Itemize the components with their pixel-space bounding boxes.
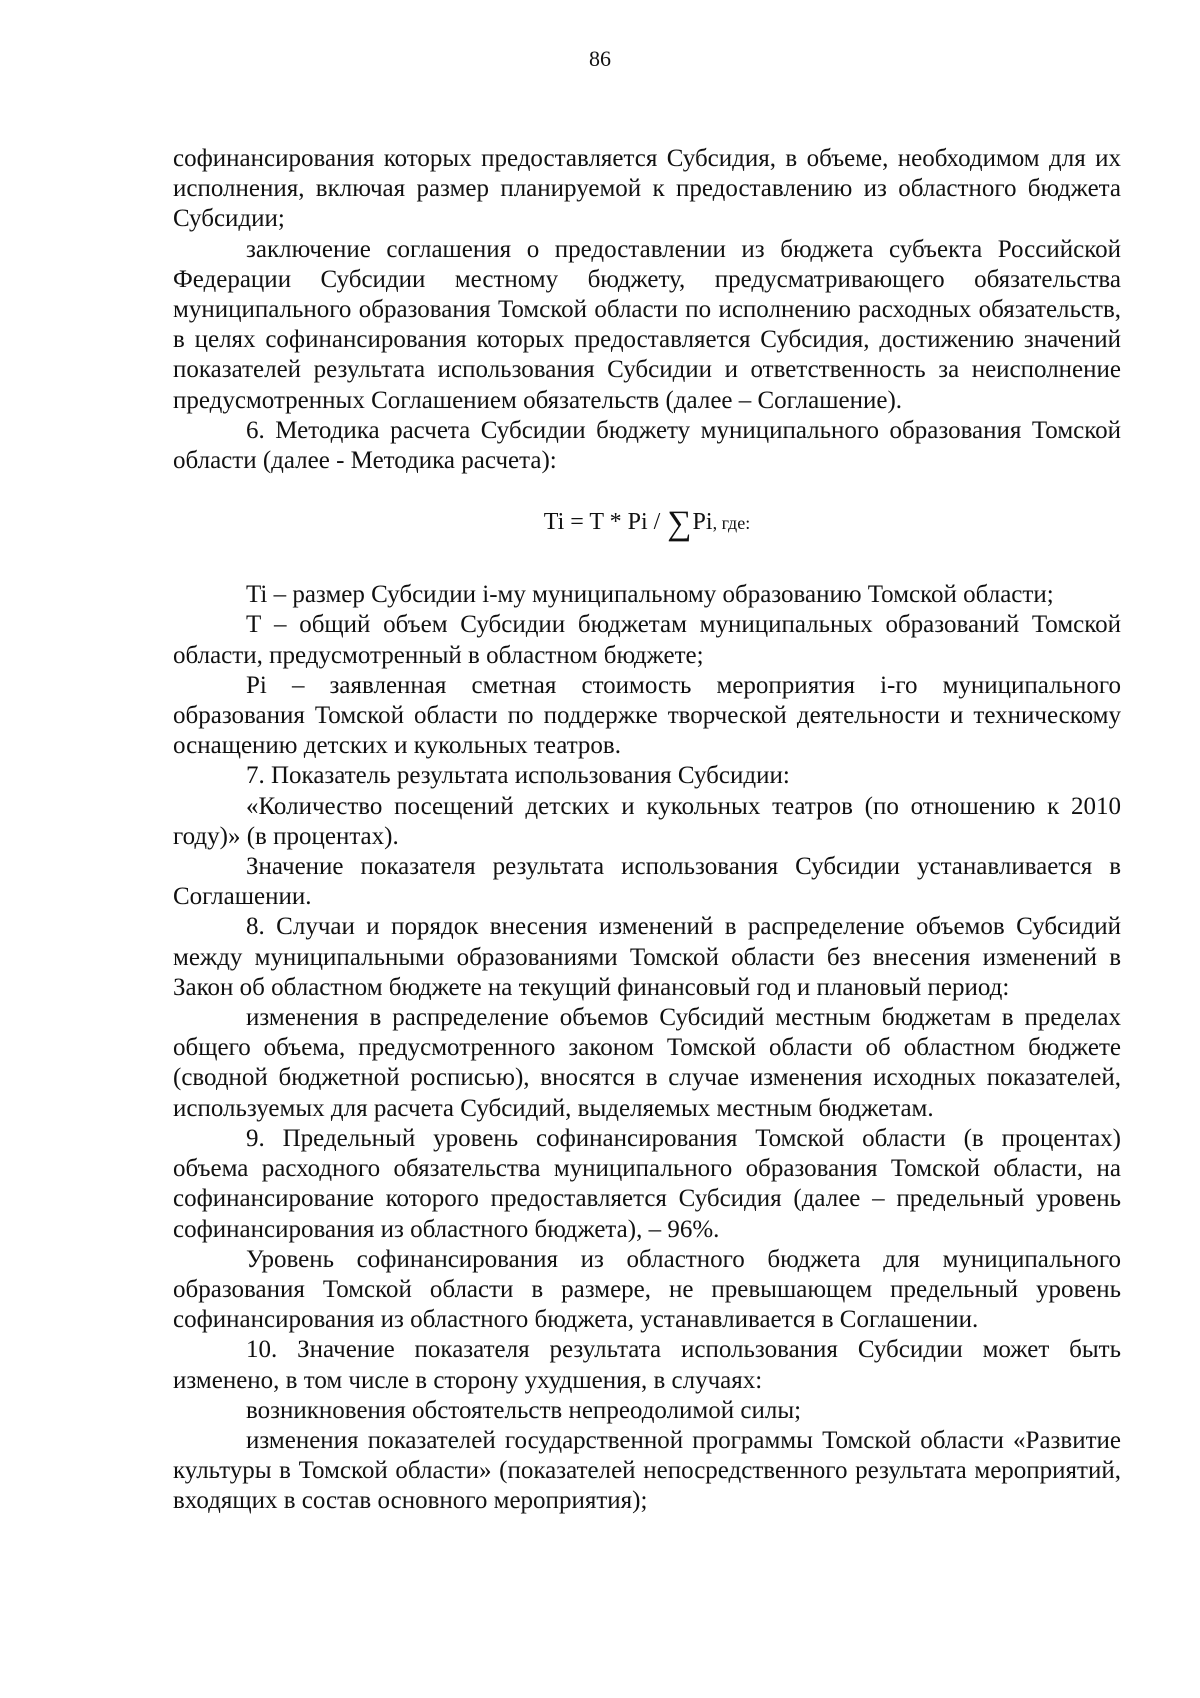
paragraph: 9. Предельный уровень софинансирования Томской области (в процентах) объема расходного обязательства муниципального образования Томской области, на софинансирование которого предоставляется Субсидия (далее – предельный уровень софинансирования из областного бюджета), – 96%.	[173, 1124, 1121, 1243]
paragraph: возникновения обстоятельств непреодолимой силы;	[246, 1396, 802, 1424]
page-number: 86	[589, 46, 611, 71]
paragraph: 7. Показатель результата использования Субсидии:	[246, 762, 790, 790]
paragraph: «Количество посещений детских и кукольных театров (по отношению к 2010 году)» (в процентах).	[173, 792, 1121, 850]
sum-symbol: ∑	[667, 505, 692, 543]
paragraph: изменения показателей государственной программы Томской области «Развитие культуры в Томской области» (показателей непосредственного результата мероприятий, входящих в состав основного мероприятия);	[173, 1426, 1121, 1515]
document-body	[173, 144, 1121, 1517]
paragraph: 8. Случаи и порядок внесения изменений в распределение объемов Субсидий между муниципальными образованиями Томской области без внесения изменений в Закон об областном бюджете на текущий финансовый год и плановый период:	[173, 913, 1121, 1001]
paragraph: Pi – заявленная сметная стоимость мероприятия i-го муниципального образования Томской области по поддержке творческой деятельности и техническому оснащению детских и кукольных театров.	[173, 671, 1121, 760]
paragraph: Ti – размер Субсидии i-му муниципальному образованию Томской области;	[246, 581, 1054, 609]
formula-suffix: , где:	[712, 513, 751, 534]
paragraph: Уровень софинансирования из областного бюджета для муниципального образования Томской области в размере, не превышающем предельный уровень софинансирования из областного бюджета, устанавливается в Соглашении.	[173, 1245, 1121, 1334]
paragraph: Т – общий объем Субсидии бюджетам муниципальных образований Томской области, предусмотренный в областном бюджете;	[173, 611, 1121, 669]
paragraph: 6. Методика расчета Субсидии бюджету муниципального образования Томской области (далее - Методика расчета):	[173, 416, 1121, 475]
formula-lhs: Ti = T * Pi /	[543, 509, 667, 536]
paragraph: софинансирования которых предоставляется Субсидия, в объеме, необходимом для их исполнения, включая размер планируемой к предоставлению из областного бюджета Субсидии;	[173, 145, 1121, 233]
paragraph: Значение показателя результата использования Субсидии устанавливается в Соглашении.	[173, 853, 1121, 911]
formula-rhs: Pi	[692, 509, 713, 536]
paragraph: изменения в распределение объемов Субсидий местным бюджетам в пределах общего объема, предусмотренного законом Томской области об областном бюджете (сводной бюджетной росписью), вносятся в случае изменения исходных показателей, используемых для расчета Субсидий, выделяемых местным бюджетам.	[173, 1004, 1121, 1122]
paragraph: заключение соглашения о предоставлении из бюджета субъекта Российской Федерации Субсидии местному бюджету, предусматривающего обязательства муниципального образования Томской области по исполнению расходных обязательств, в целях софинансирования которых предоставляется Субсидия, достижению значений показателей результата использования Субсидии и ответственность за неисполнение предусмотренных Соглашением обязательств (далее – Соглашение).	[173, 235, 1121, 414]
paragraph: 10. Значение показателя результата использования Субсидии может быть изменено, в том числе в сторону ухудшения, в случаях:	[173, 1336, 1121, 1394]
calculation-formula	[173, 502, 1121, 544]
